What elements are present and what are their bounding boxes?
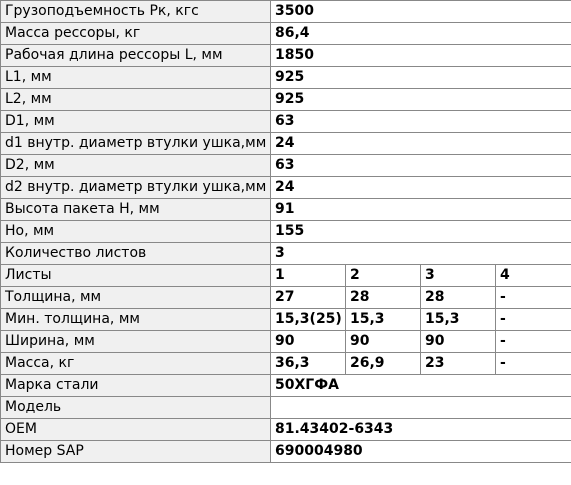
row-label: Высота пакета H, мм [1,199,271,221]
row-label: Толщина, мм [1,287,271,309]
leaves-header-row [1,265,571,287]
leaf-value: 26,9 [346,353,421,375]
row-value: 3500 [271,1,571,23]
table-row [1,287,571,309]
row-label: D1, мм [1,111,271,133]
row-label: Мин. толщина, мм [1,309,271,331]
table-row [1,441,571,463]
row-value: 690004980 [271,441,571,463]
row-label: OEM [1,419,271,441]
row-label: d1 внутр. диаметр втулки ушка,мм [1,133,271,155]
table-row [1,331,571,353]
row-label: Масса рессоры, кг [1,23,271,45]
row-value [271,397,571,419]
table-row [1,309,571,331]
row-label: L1, мм [1,67,271,89]
table-row [1,375,571,397]
row-label: Ho, мм [1,221,271,243]
row-value: 925 [271,67,571,89]
leaf-value: 15,3 [346,309,421,331]
row-value: 81.43402-6343 [271,419,571,441]
row-label: Модель [1,397,271,419]
table-row [1,67,571,89]
table-row [1,199,571,221]
row-value: 155 [271,221,571,243]
row-value: 925 [271,89,571,111]
leaf-value: - [496,331,571,353]
table-row [1,45,571,67]
row-label: D2, мм [1,155,271,177]
leaf-number: 2 [346,265,421,287]
row-label: Ширина, мм [1,331,271,353]
leaves-header-label: Листы [1,265,271,287]
table-row [1,23,571,45]
leaf-value: 15,3(25) [271,309,346,331]
table-row [1,397,571,419]
table-row [1,89,571,111]
table-row [1,221,571,243]
leaf-value: 90 [346,331,421,353]
leaf-value: - [496,309,571,331]
table-row [1,155,571,177]
table-row [1,111,571,133]
row-label: Рабочая длина рессоры L, мм [1,45,271,67]
row-label: L2, мм [1,89,271,111]
leaf-value: 36,3 [271,353,346,375]
row-label: Количество листов [1,243,271,265]
leaf-value: - [496,287,571,309]
table-row [1,353,571,375]
leaf-value: 90 [271,331,346,353]
table-row [1,243,571,265]
row-label: Масса, кг [1,353,271,375]
table-row [1,177,571,199]
table-row [1,419,571,441]
row-value: 3 [271,243,571,265]
leaf-number: 1 [271,265,346,287]
leaf-value: 90 [421,331,496,353]
row-label: d2 внутр. диаметр втулки ушка,мм [1,177,271,199]
leaf-value: 28 [421,287,496,309]
row-label: Марка стали [1,375,271,397]
table-row [1,133,571,155]
table-row [1,1,571,23]
row-value: 50ХГФА [271,375,571,397]
leaf-value: 23 [421,353,496,375]
leaf-value: - [496,353,571,375]
row-value: 86,4 [271,23,571,45]
row-label: Номер SAP [1,441,271,463]
row-value: 91 [271,199,571,221]
row-value: 63 [271,111,571,133]
row-value: 1850 [271,45,571,67]
row-value: 63 [271,155,571,177]
leaf-value: 15,3 [421,309,496,331]
leaf-number: 4 [496,265,571,287]
leaf-value: 28 [346,287,421,309]
row-value: 24 [271,177,571,199]
row-label: Грузоподъемность Рк, кгс [1,1,271,23]
row-value: 24 [271,133,571,155]
leaf-number: 3 [421,265,496,287]
leaf-value: 27 [271,287,346,309]
